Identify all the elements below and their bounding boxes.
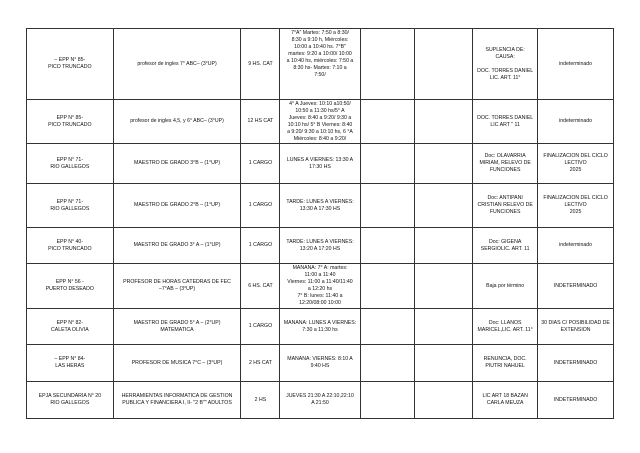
school-cell: – EPP N° 85- PICO TRUNCADO — [27, 29, 114, 100]
school-cell: EPP N° 56 - PUERTO DESEADO — [27, 264, 114, 309]
document-page — [26, 28, 614, 419]
subject-cell: profesor de ingles 7° ABC– (3°UP) — [113, 29, 241, 100]
blank-cell — [414, 228, 472, 264]
hours-cell: 9 HS. CAT — [241, 29, 280, 100]
blank-cell — [414, 100, 472, 144]
blank-cell — [360, 345, 414, 382]
schedule-cell: JUEVES 21:30 A 22:10,22:10 A 21:50 — [280, 382, 360, 419]
blank-cell — [360, 228, 414, 264]
schedule-cell: 7°A" Martes: 7:50 a 8:30/ 8:30 a 9:10 h, Miércoles: 10:00 a 10:40 hs. 7°B" martes: 9:20 a 10:00/ 10:00 a 10:40 hs, miércoles: 7:50 a 8:30 hs- Martes: 7:10 a 7:50/ — [280, 29, 360, 100]
cause-cell: Baja por término — [473, 264, 538, 309]
blank-cell — [360, 309, 414, 345]
duration-cell: indeterminado — [538, 100, 614, 144]
schedule-cell: LUNES A VIERNES: 13:30 A 17:30 HS — [280, 144, 360, 184]
blank-cell — [360, 382, 414, 419]
subject-cell: profesor de ingles 4,5, y 6° ABC– (3°UP) — [113, 100, 241, 144]
subject-cell: MAESTRO DE GRADO 3°B – (1°UP) — [113, 144, 241, 184]
duration-cell: indeterminado — [538, 228, 614, 264]
table-row — [27, 144, 614, 184]
cause-cell: SUPLENCIA DE: CAUSA: DOC. TORRES DANIEL LIC. ART. 11° — [473, 29, 538, 100]
blank-cell — [360, 184, 414, 228]
table-row — [27, 382, 614, 419]
school-cell: EPP N° 40- PICO TRUNCADO — [27, 228, 114, 264]
subject-cell: PROFESOR DE HORAS CÁTEDRAS DE FEC –7°AB – (3°UP) — [113, 264, 241, 309]
cause-cell: Doc: ANTIPANI CRISTIAN RELEVO DE FUNCIONES — [473, 184, 538, 228]
schedule-cell: TARDE: LUNES A VIERNES: 13:20 A 17:20 HS — [280, 228, 360, 264]
duration-cell: INDETERMINADO — [538, 345, 614, 382]
subject-cell: HERRAMIENTAS INFORMATICA DE GESTION PUBLICA Y FINANCIERA I, II- "2 B"" ADULTOS — [113, 382, 241, 419]
hours-cell: 1 CARGO — [241, 228, 280, 264]
blank-cell — [414, 264, 472, 309]
blank-cell — [360, 144, 414, 184]
table-row — [27, 184, 614, 228]
table-row — [27, 100, 614, 144]
blank-cell — [360, 264, 414, 309]
table-body — [27, 29, 614, 419]
cause-cell: Doc: LLANOS MARICEL,LIC. ART. 11° — [473, 309, 538, 345]
schedule-cell: TARDE: LUNES A VIERNES: 13:30 A 17:30 HS — [280, 184, 360, 228]
subject-cell: MAESTRO DE GRADO 5° A – (2°UP) MATEMATICA — [113, 309, 241, 345]
blank-cell — [414, 184, 472, 228]
subject-cell: MAESTRO DE GRADO 3° A – (1°UP) — [113, 228, 241, 264]
hours-cell: 1 CARGO — [241, 184, 280, 228]
table-row — [27, 309, 614, 345]
blank-cell — [414, 345, 472, 382]
school-cell: EPJA SECUNDARIA N° 20 RIO GALLEGOS — [27, 382, 114, 419]
hours-cell: 12 HS CAT — [241, 100, 280, 144]
cause-cell: LIC ART 18 BAZAN CARLA MEUZA — [473, 382, 538, 419]
blank-cell — [414, 29, 472, 100]
blank-cell — [414, 382, 472, 419]
school-cell: EPP N° 82- CALETA OLIVIA — [27, 309, 114, 345]
table-row — [27, 228, 614, 264]
cause-cell: RENUNCIA, DOC. PIUTRI NAHUEL — [473, 345, 538, 382]
hours-cell: 2 HS — [241, 382, 280, 419]
blank-cell — [414, 309, 472, 345]
schedule-cell: MAÑANA: 7° A: martes: 11:00 a 11:40 Viernes: 11:00 a 11:40/11:40 a 12:20 hs 7° B: lunes: 11:40 a 12:20/08:00 10:00 — [280, 264, 360, 309]
table-row — [27, 264, 614, 309]
table-row — [27, 29, 614, 100]
hours-cell: 6 HS. CAT — [241, 264, 280, 309]
cause-cell: Doc: OLAVARRIA MIRIAM, RELEVO DE FUNCIONES — [473, 144, 538, 184]
schedule-cell: MAÑANA: LUNES A VIERNES: 7:30 a 11:30 hs — [280, 309, 360, 345]
hours-cell: 1 CARGO — [241, 144, 280, 184]
hours-cell: 2 HS CAT — [241, 345, 280, 382]
vacancies-table — [26, 28, 614, 419]
schedule-cell: 4° A Jueves: 10:10 a10:50/ 10:50 a 11:30 hs/5° A Jueves: 8:40 a 9:20/ 9:30 a 10:10 hs/ 5° B Viernes: 8:40 a 9:20/ 9:30 a 10:10 hs, 6 °A Miércoles: 8:40 a 9:20/ — [280, 100, 360, 144]
hours-cell: 1 CARGO — [241, 309, 280, 345]
duration-cell: 30 DIAS C/ POSIBILIDAD DE EXTENSION — [538, 309, 614, 345]
blank-cell — [360, 29, 414, 100]
school-cell: – EPP N° 84- LAS HERAS — [27, 345, 114, 382]
duration-cell: INDETERMINADO — [538, 382, 614, 419]
subject-cell: PROFESOR DE MUSICA 7°C – (3°UP) — [113, 345, 241, 382]
cause-cell: DOC. TORRES DANIEL LIC ART " 11 — [473, 100, 538, 144]
subject-cell: MAESTRO DE GRADO 2°B – (1°UP) — [113, 184, 241, 228]
duration-cell: FINALIZACIÓN DEL CICLO LECTIVO 2025 — [538, 184, 614, 228]
cause-cell: Doc: GIGENA SERGIOLIC. ART. 11 — [473, 228, 538, 264]
school-cell: EPP N° 85- PICO TRUNCADO — [27, 100, 114, 144]
table-row — [27, 345, 614, 382]
school-cell: EPP N° 71- RIO GALLEGOS — [27, 144, 114, 184]
duration-cell: FINALIZACIÓN DEL CICLO LECTIVO 2025 — [538, 144, 614, 184]
duration-cell: INDETERMINADO — [538, 264, 614, 309]
duration-cell: indeterminado — [538, 29, 614, 100]
blank-cell — [414, 144, 472, 184]
school-cell: EPP N° 71- RIO GALLEGOS — [27, 184, 114, 228]
schedule-cell: MAÑANA: VIERNES: 8:10 A 9:40 HS — [280, 345, 360, 382]
blank-cell — [360, 100, 414, 144]
